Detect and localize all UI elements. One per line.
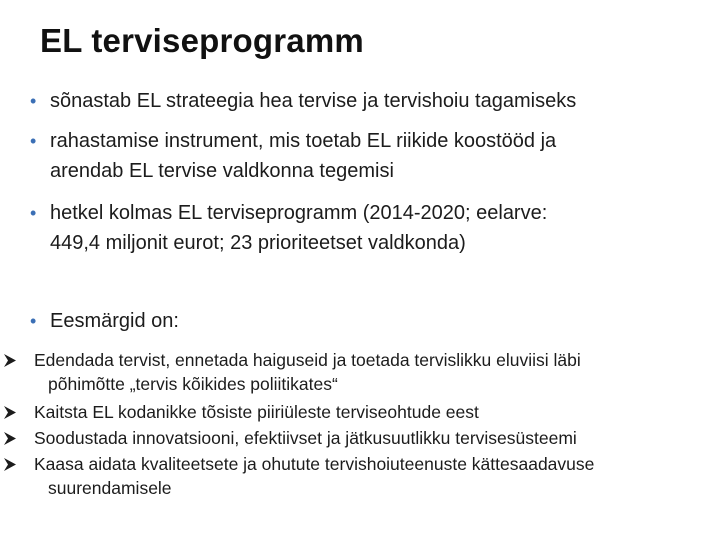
bullet-dot-icon: • [30, 311, 37, 331]
goal-line: suurendamisele [48, 478, 172, 498]
arrowhead-icon [4, 348, 18, 372]
bullet-text: sõnastab EL strateegia hea tervise ja tervishoiu tagamiseks [50, 90, 577, 112]
arrowhead-icon [4, 400, 18, 424]
bullet-dot-icon: • [30, 203, 37, 223]
bullet-line: arendab EL tervise valdkonna tegemisi [50, 160, 394, 182]
bullet-dot-icon: • [30, 91, 37, 111]
bullet-item [30, 198, 690, 258]
bullet-dot-icon: • [30, 131, 37, 151]
arrowhead-icon [4, 426, 18, 450]
goal-line: Kaasa aidata kvaliteetsete ja ohutute tervishoiuteenuste kättesaadavuse [34, 454, 595, 474]
goal-text [34, 348, 700, 396]
arrowhead-icon [4, 452, 18, 476]
goal-item [0, 400, 700, 424]
goal-item [0, 426, 700, 450]
goal-line: Edendada tervist, ennetada haiguseid ja toetada tervislikku eluviisi läbi [34, 350, 581, 370]
goal-text: Soodustada innovatsiooni, efektiivset ja jätkusuutlikku tervisesüsteemi [34, 428, 577, 448]
goal-text: Kaitsta EL kodanikke tõsiste piiriüleste terviseohtude eest [34, 402, 479, 422]
slide-title: EL terviseprogramm [40, 22, 364, 59]
bullet-text [50, 126, 690, 186]
bullet-line: rahastamise instrument, mis toetab EL riikide koostööd ja [50, 130, 557, 152]
bullet-item [30, 306, 690, 336]
bullet-line: 449,4 miljonit eurot; 23 prioriteetset valdkonda) [50, 232, 466, 254]
bullet-text: Eesmärgid on: [50, 310, 179, 332]
bullet-item [30, 126, 690, 186]
goal-text [34, 452, 700, 500]
goal-item [0, 348, 700, 396]
bullet-item [30, 86, 690, 116]
goal-item [0, 452, 700, 500]
bullet-line: hetkel kolmas EL terviseprogramm (2014-2020; eelarve: [50, 202, 548, 224]
goal-line: põhimõtte „tervis kõikides poliitikates“ [48, 374, 338, 394]
bullet-text [50, 198, 690, 258]
